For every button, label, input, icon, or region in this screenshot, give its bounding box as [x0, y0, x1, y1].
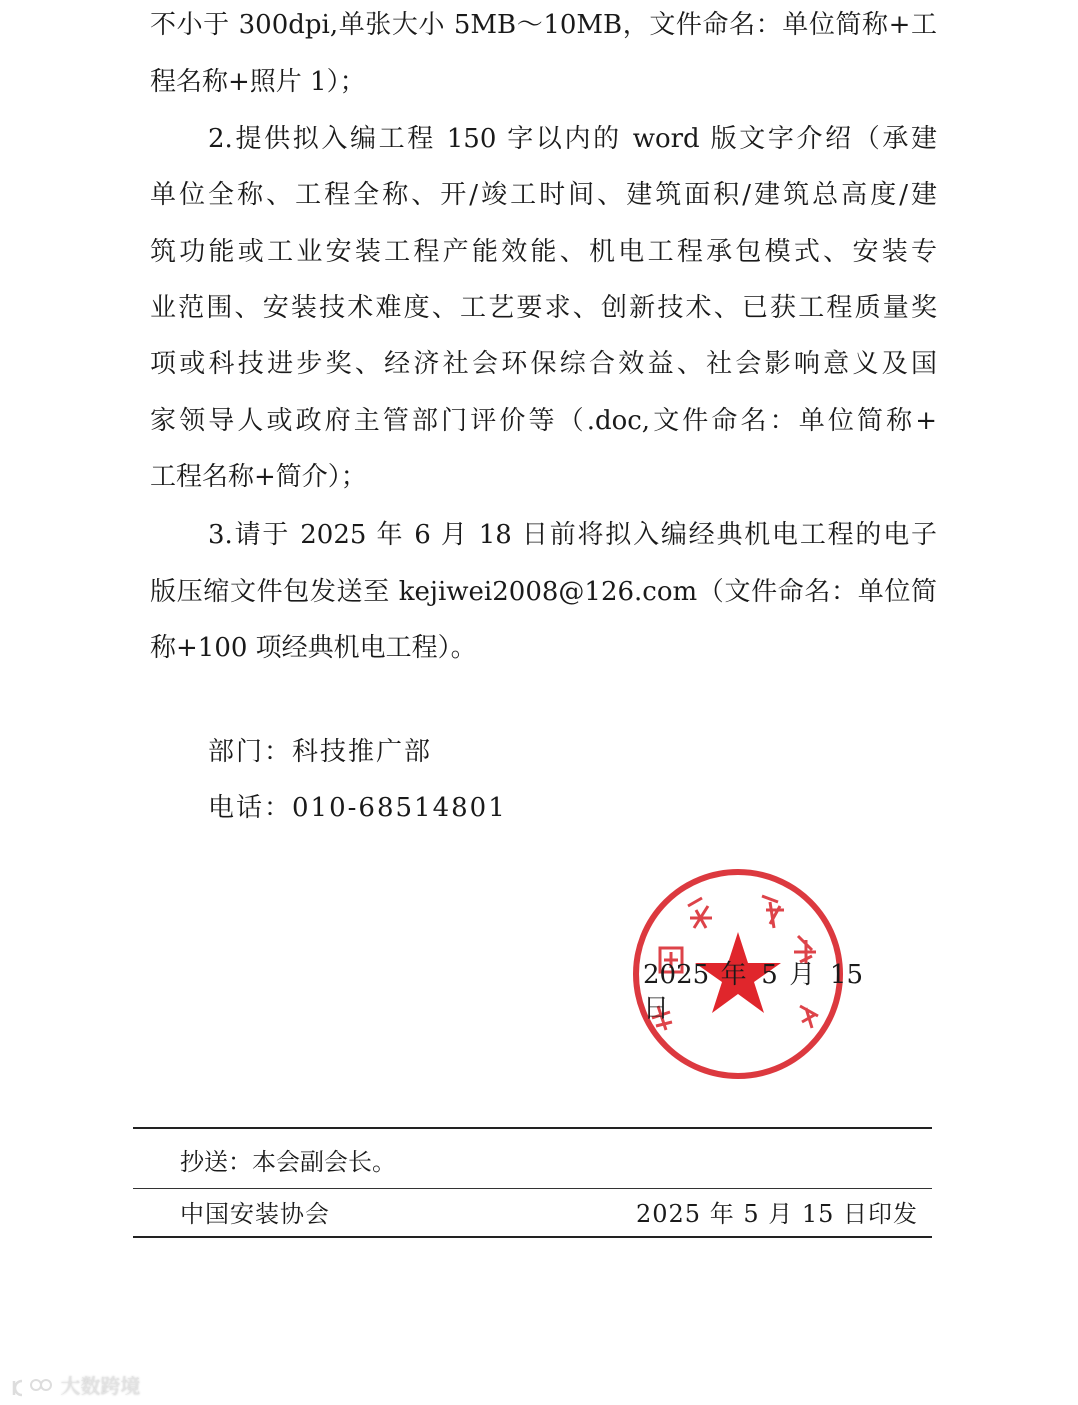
watermark-logo-icon [10, 1377, 54, 1399]
divider [133, 1188, 932, 1189]
body-line: 业范围、安装技术难度、工艺要求、创新技术、已获工程质量奖 [150, 293, 937, 323]
body-line: 项或科技进步奖、经济社会环保综合效益、社会影响意义及国 [150, 349, 937, 379]
body-line: 2.提供拟入编工程 150 字以内的 word 版文字介绍（承建 [208, 124, 937, 154]
body-line: 筑功能或工业安装工程产能效能、机电工程承包模式、安装专 [150, 237, 937, 267]
body-line: 程名称+照片 1）； [150, 67, 366, 97]
department-text: 部门：科技推广部 [208, 737, 433, 767]
issuer-text: 中国安装协会 [180, 1200, 330, 1228]
cc-text: 抄送：本会副会长。 [180, 1148, 396, 1176]
phone-text: 电话：010-68514801 [208, 793, 507, 823]
body-line: 家领导人或政府主管部门评价等（.doc,文件命名：单位简称+ [150, 406, 937, 436]
body-line: 3.请于 2025 年 6 月 18 日前将拟入编经典机电工程的电子 [208, 520, 937, 550]
body-line: 称+100 项经典机电工程）。 [150, 633, 477, 663]
body-line: 不小于 300dpi,单张大小 5MB～10MB，文件命名：单位简称+工 [150, 10, 937, 40]
divider [133, 1127, 932, 1129]
watermark-text: 大数跨境 [60, 1374, 141, 1398]
body-line: 工程名称+简介）； [150, 462, 367, 492]
issue-date-text: 2025 年 5 月 15 日印发 [636, 1200, 919, 1228]
watermark [10, 1370, 140, 1399]
divider [133, 1236, 932, 1238]
body-line: 版压缩文件包发送至 kejiwei2008@126.com（文件命名：单位简 [150, 577, 937, 607]
signature-date: 2025 年 5 月 15 日 [643, 960, 863, 1024]
body-line: 单位全称、工程全称、开/竣工时间、建筑面积/建筑总高度/建 [150, 180, 937, 210]
